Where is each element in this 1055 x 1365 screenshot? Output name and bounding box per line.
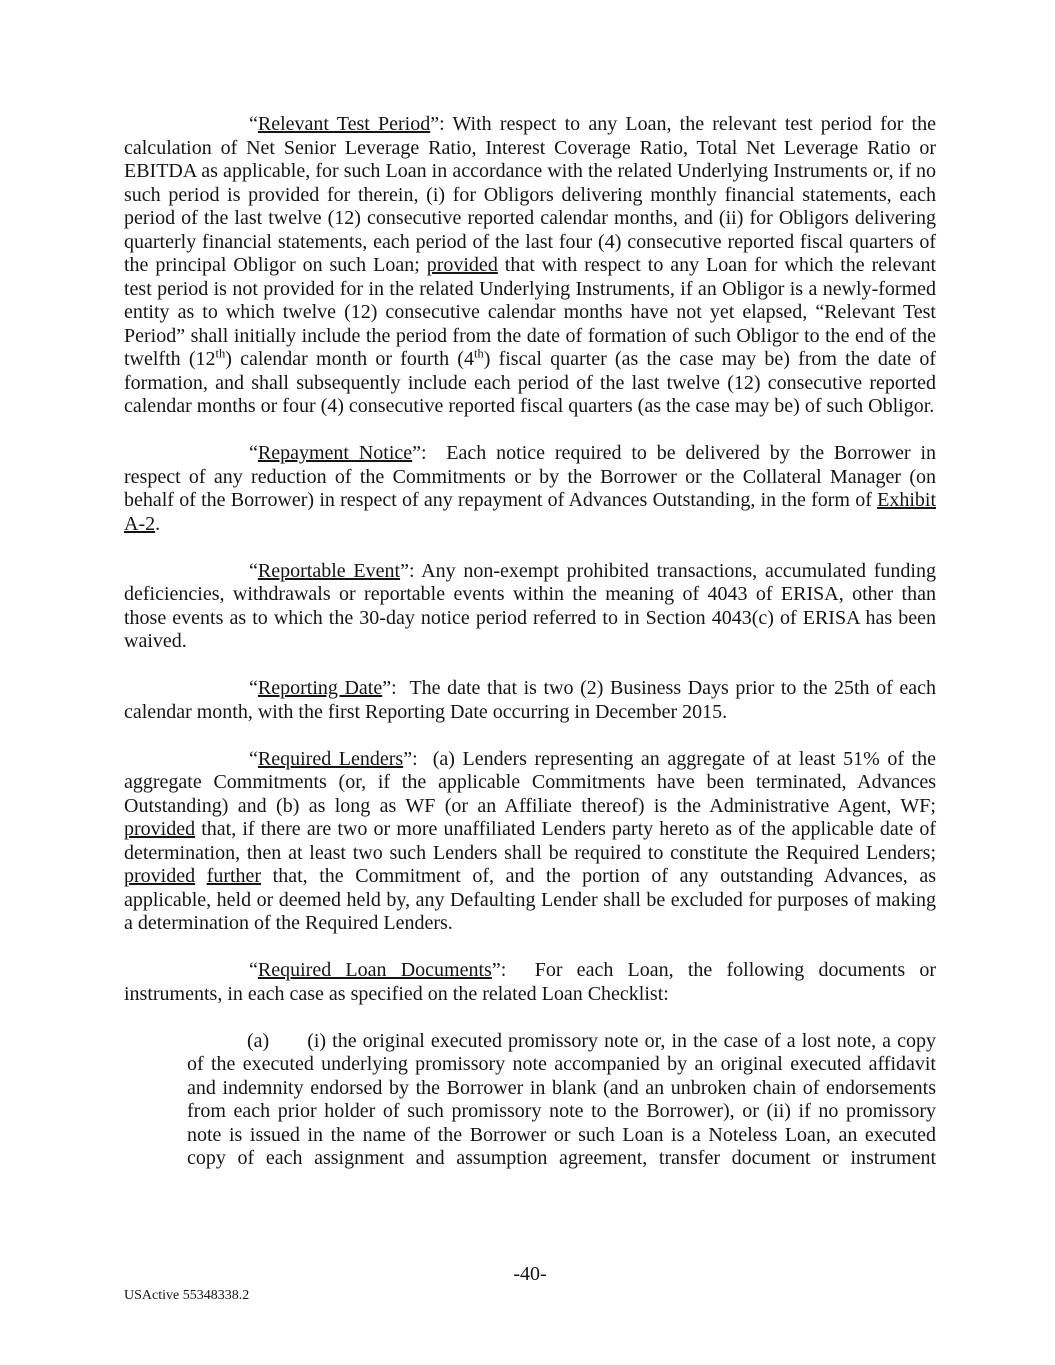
text-run: ”: Each notice required to be delivered by the Borrower in respect of any reduction of the Commitments or by the Borrower or the Collateral Manager (on behalf of the Borrower) in respect of any repayment of Advances Outstanding, in the form of bbox=[124, 442, 936, 511]
text-run: “ bbox=[249, 959, 258, 981]
text-run: (a) bbox=[247, 1029, 270, 1052]
def-required-loan-documents bbox=[124, 959, 936, 1006]
page-number: -40- bbox=[513, 1263, 547, 1285]
text-run: ”: For each Loan, the following documents or instruments, in each case as specified on the related Loan Checklist: bbox=[124, 959, 936, 1005]
underlined-term: provided bbox=[426, 254, 498, 276]
superscript: th bbox=[215, 346, 226, 361]
def-relevant-test-period bbox=[124, 113, 936, 419]
text-run: . bbox=[155, 512, 161, 535]
text-run: “ bbox=[249, 677, 258, 699]
footer-document-id: USActive 55348338.2 bbox=[124, 1288, 250, 1303]
text-run: “ bbox=[249, 559, 258, 582]
underlined-term: Required Loan Documents bbox=[257, 959, 492, 981]
underlined-term: Relevant Test Period bbox=[257, 113, 431, 135]
text-run: “ bbox=[249, 442, 258, 464]
text-run: that, the Commitment of, and the portion of any outstanding Advances, as applicable, held or deemed held by, any Defaulting Lender shall be excluded for purposes of making a determination of the Required Lenders. bbox=[124, 865, 936, 934]
text-run: “ bbox=[249, 747, 258, 770]
underlined-term: further bbox=[206, 865, 262, 887]
def-reportable-event bbox=[124, 560, 936, 654]
text-run: “ bbox=[249, 113, 258, 135]
text-run: ”: Any non-exempt prohibited transactions, accumulated funding deficiencies, withdrawals or reportable events within the meaning of 4043 of ERISA, other than those events as to which the 30-day notice period referred to in Section 4043(c) of ERISA has been waived. bbox=[124, 559, 936, 652]
text-run bbox=[195, 865, 207, 887]
underlined-term: provided bbox=[124, 818, 196, 840]
text-run: ”: (a) Lenders representing an aggregate of at least 51% of the aggregate Commitments (or, if the applicable Commitments have been terminated, Advances Outstanding) and (b) as long as WF (or an Affiliate thereof) is the Administrative Agent, WF; bbox=[124, 747, 936, 817]
superscript: th bbox=[473, 346, 484, 361]
text-run: ) calendar month or fourth (4 bbox=[225, 348, 474, 370]
underlined-term: Required Lenders bbox=[257, 747, 404, 770]
text-run: ”: With respect to any Loan, the relevant test period for the calculation of Net Senior Leverage Ratio, Interest Coverage Ratio, Total Net Leverage Ratio or EBITDA as applicable, for such Loan in accordance with the related Underlying Instruments or, if no such period is provided for therein, (i) for Obligors delivering monthly financial statements, each period of the last twelve (12) consecutive reported calendar months, and (ii) for Obligors delivering quarterly financial statements, each period of the last four (4) consecutive reported fiscal quarters of the principal Obligor on such Loan; bbox=[124, 113, 936, 276]
underlined-term: Repayment Notice bbox=[257, 442, 413, 464]
underlined-term: Reporting Date bbox=[257, 677, 383, 699]
def-required-lenders bbox=[124, 748, 936, 936]
underlined-term: Reportable Event bbox=[257, 559, 401, 582]
text-run: ”: The date that is two (2) Business Days prior to the 25th of each calendar month, with the first Reporting Date occurring in December 2015. bbox=[124, 677, 936, 723]
document-body bbox=[124, 113, 936, 1194]
underlined-term: provided bbox=[124, 865, 196, 887]
text-run: that with respect to any Loan for which the relevant test period is not provided for in the related Underlying Instruments, if an Obligor is a newly-formed entity as to which twelve (12) consecutive calendar months have not yet elapsed, “Relevant Test Period” shall initially include the period from the date of formation of such Obligor to the end of the twelfth (12 bbox=[124, 254, 936, 370]
text-run: (i) the original executed promissory note or, in the case of a lost note, a copy of the executed underlying promissory note accompanied by an original executed affidavit and indemnity endorsed by the Borrower in blank (and an unbroken chain of endorsements from each prior holder of such promissory note to the Borrower), or (ii) if no promissory note is issued in the name of the Borrower or such Loan is a Noteless Loan, an executed copy of each assignment and assumption agreement, transfer document or instrument bbox=[187, 1029, 936, 1169]
def-repayment-notice bbox=[124, 442, 936, 536]
text-run: that, if there are two or more unaffiliated Lenders party hereto as of the applicable date of determination, then at least two such Lenders shall be required to constitute the Required Lenders; bbox=[124, 818, 936, 864]
underlined-term: Exhibit A-2 bbox=[124, 489, 936, 535]
def-reporting-date bbox=[124, 677, 936, 724]
text-run: ) fiscal quarter (as the case may be) from the date of formation, and shall subsequently include each period of the last twelve (12) consecutive reported calendar months or four (4) consecutive reported fiscal quarters (as the case may be) of such Obligor. bbox=[124, 348, 936, 417]
clause-a bbox=[187, 1030, 936, 1171]
